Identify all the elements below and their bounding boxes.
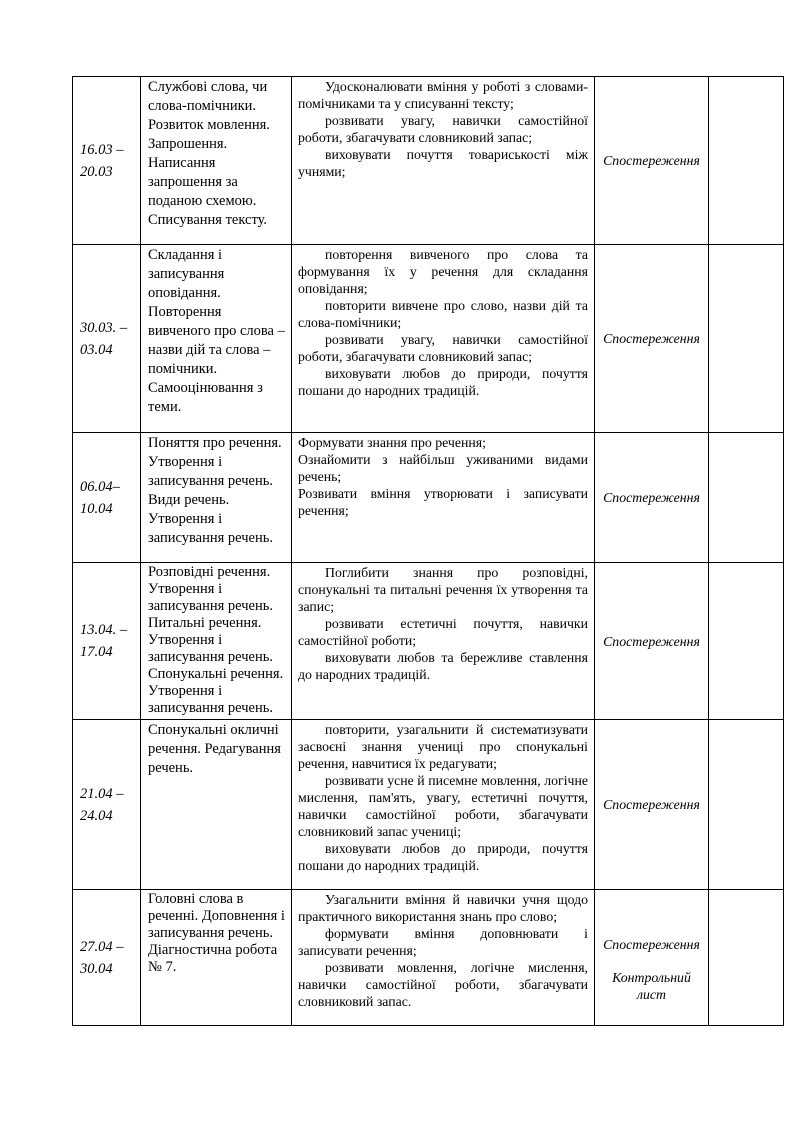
evaluation-text: Спостереження — [603, 937, 700, 952]
goal-item: розвивати увагу, навички самостійної роботи, збагачувати словниковий запас; — [298, 113, 588, 145]
table-row — [73, 77, 784, 245]
evaluation-cell — [595, 563, 709, 720]
goal-item: виховувати любов до природи, почуття пошани до народних традицій. — [298, 841, 588, 873]
lesson-plan-table — [72, 76, 784, 1026]
goals-cell — [292, 245, 595, 433]
evaluation-text-3: лист — [636, 987, 666, 1002]
date-end: 10.04 — [80, 500, 113, 517]
goal-item: повторити, узагальнити й систематизувати засвоєні знання учениці про спонукальні речення, навчитися їх редагувати; — [298, 722, 588, 771]
date-start: 16.03 – — [80, 141, 124, 158]
goal-item: повторити вивчене про слово, назви дій та слова-помічники; — [298, 298, 588, 330]
evaluation-text: Спостереження — [603, 153, 700, 168]
goal-item: Поглибити знання про розповідні, спонукальні та питальні речення їх утворення та запис; — [298, 565, 588, 614]
topic-cell: Поняття про речення. Утворення і записування речень. Види речень. Утворення і записування речень. — [141, 433, 292, 563]
goals-cell — [292, 890, 595, 1026]
goals-cell — [292, 720, 595, 890]
empty-cell — [709, 720, 784, 890]
evaluation-cell — [595, 890, 709, 1026]
goals-cell — [292, 433, 595, 563]
date-cell — [73, 890, 141, 1026]
evaluation-text: Спостереження — [603, 490, 700, 505]
date-end: 20.03 — [80, 163, 113, 180]
table-row — [73, 433, 784, 563]
date-cell — [73, 720, 141, 890]
topic-cell: Розповідні речення. Утворення і записування речень. Питальні речення. Утворення і записування речень. Спонукальні речення. Утворення і записування речень. — [141, 563, 292, 720]
evaluation-cell — [595, 433, 709, 563]
goal-item: Удосконалювати вміння у роботі з словами-помічниками та у списуванні тексту; — [298, 79, 588, 111]
date-end: 24.04 — [80, 807, 113, 824]
evaluation-text-2: Контрольний — [612, 970, 691, 985]
empty-cell — [709, 433, 784, 563]
empty-cell — [709, 890, 784, 1026]
goals-cell — [292, 77, 595, 245]
date-end: 03.04 — [80, 341, 113, 358]
date-cell — [73, 245, 141, 433]
date-cell — [73, 563, 141, 720]
goal-item: виховувати любов та бережливе ставлення до народних традицій. — [298, 650, 588, 682]
empty-cell — [709, 245, 784, 433]
table-row — [73, 890, 784, 1026]
date-start: 13.04. – — [80, 622, 128, 638]
evaluation-text: Спостереження — [603, 797, 700, 812]
evaluation-cell — [595, 720, 709, 890]
date-start: 06.04– — [80, 478, 120, 495]
goal-item: виховувати почуття товариськості між учнями; — [298, 147, 588, 179]
date-cell — [73, 77, 141, 245]
empty-cell — [709, 563, 784, 720]
goal-item: розвивати естетичні почуття, навички самостійної роботи; — [298, 616, 588, 648]
date-end: 17.04 — [80, 644, 113, 660]
goals-cell — [292, 563, 595, 720]
topic-cell: Службові слова, чи слова-помічники. Розвиток мовлення. Запрошення. Написання запрошення за поданою схемою. Списування тексту. — [141, 77, 292, 245]
evaluation-cell — [595, 77, 709, 245]
date-cell — [73, 433, 141, 563]
table-row — [73, 245, 784, 433]
goal-item: Узагальнити вміння й навички учня щодо практичного використання знань про слово; — [298, 892, 588, 924]
evaluation-text: Спостереження — [603, 633, 700, 649]
goal-item: розвивати мовлення, логічне мислення, навички самостійної роботи, збагачувати словниковий запас. — [298, 960, 588, 1009]
goal-item: Ознайомити з найбільш уживаними видами речень; — [298, 452, 588, 484]
date-start: 27.04 – — [80, 938, 124, 955]
table-row — [73, 563, 784, 720]
topic-cell: Складання і записування оповідання. Повторення вивченого про слова – назви дій та слова – помічники. Самооцінювання з теми. — [141, 245, 292, 433]
goal-item: розвивати усне й писемне мовлення, логічне мислення, пам'ять, увагу, естетичні почуття, навички самостійної роботи, збагачувати словниковий запас учениці; — [298, 773, 588, 839]
goal-item: формувати вміння доповнювати і записувати речення; — [298, 926, 588, 958]
date-end: 30.04 — [80, 960, 113, 977]
evaluation-cell — [595, 245, 709, 433]
topic-cell: Головні слова в реченні. Доповнення і записування речень. Діагностична робота № 7. — [141, 890, 292, 1026]
date-start: 21.04 – — [80, 785, 124, 802]
evaluation-text: Спостереження — [603, 331, 700, 346]
date-start: 30.03. – — [80, 319, 128, 336]
topic-cell: Спонукальні окличні речення. Редагування речень. — [141, 720, 292, 890]
empty-cell — [709, 77, 784, 245]
table-row — [73, 720, 784, 890]
goal-item: Розвивати вміння утворювати і записувати речення; — [298, 486, 588, 518]
goal-item: розвивати увагу, навички самостійної роботи, збагачувати словниковий запас; — [298, 332, 588, 364]
goal-item: Формувати знання про речення; — [298, 435, 486, 450]
goal-item: виховувати любов до природи, почуття пошани до народних традицій. — [298, 366, 588, 398]
goal-item: повторення вивченого про слова та формування їх у речення для складання оповідання; — [298, 247, 588, 296]
